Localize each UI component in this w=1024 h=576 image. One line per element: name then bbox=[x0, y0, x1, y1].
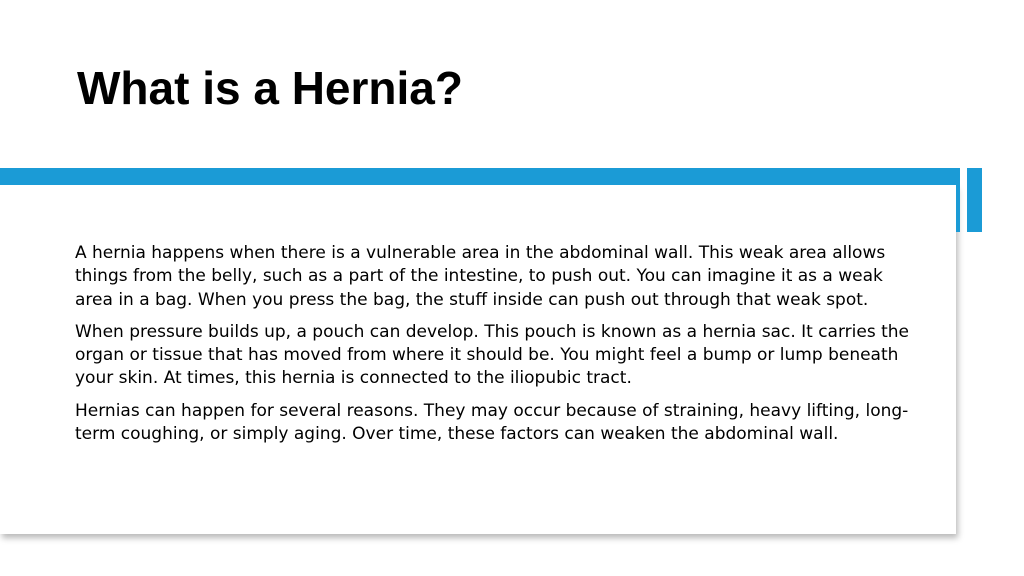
paragraph-2: When pressure builds up, a pouch can develop. This pouch is known as a hernia sac. It carries the organ or tissue that has moved from where it should be. You might feel a bump or lump beneath your skin. At times, this hernia is connected to the iliopubic tract. bbox=[75, 321, 909, 389]
accent-bar bbox=[0, 168, 959, 185]
accent-corner-bar bbox=[967, 168, 982, 232]
accent-corner-thin-bar bbox=[956, 168, 960, 232]
paragraph-1: A hernia happens when there is a vulnerable area in the abdominal wall. This weak area allows things from the belly, such as a part of the intestine, to push out. You can imagine it as a weak area in a bag. When you press the bag, the stuff inside can push out through that weak spot. bbox=[75, 243, 886, 310]
slide-title: What is a Hernia? bbox=[77, 62, 463, 114]
paragraph-3: Hernias can happen for several reasons. They may occur because of straining, heavy lifting, long-term coughing, or simply aging. Over time, these factors can weaken the abdominal wall. bbox=[75, 400, 909, 445]
body-text bbox=[75, 242, 925, 455]
